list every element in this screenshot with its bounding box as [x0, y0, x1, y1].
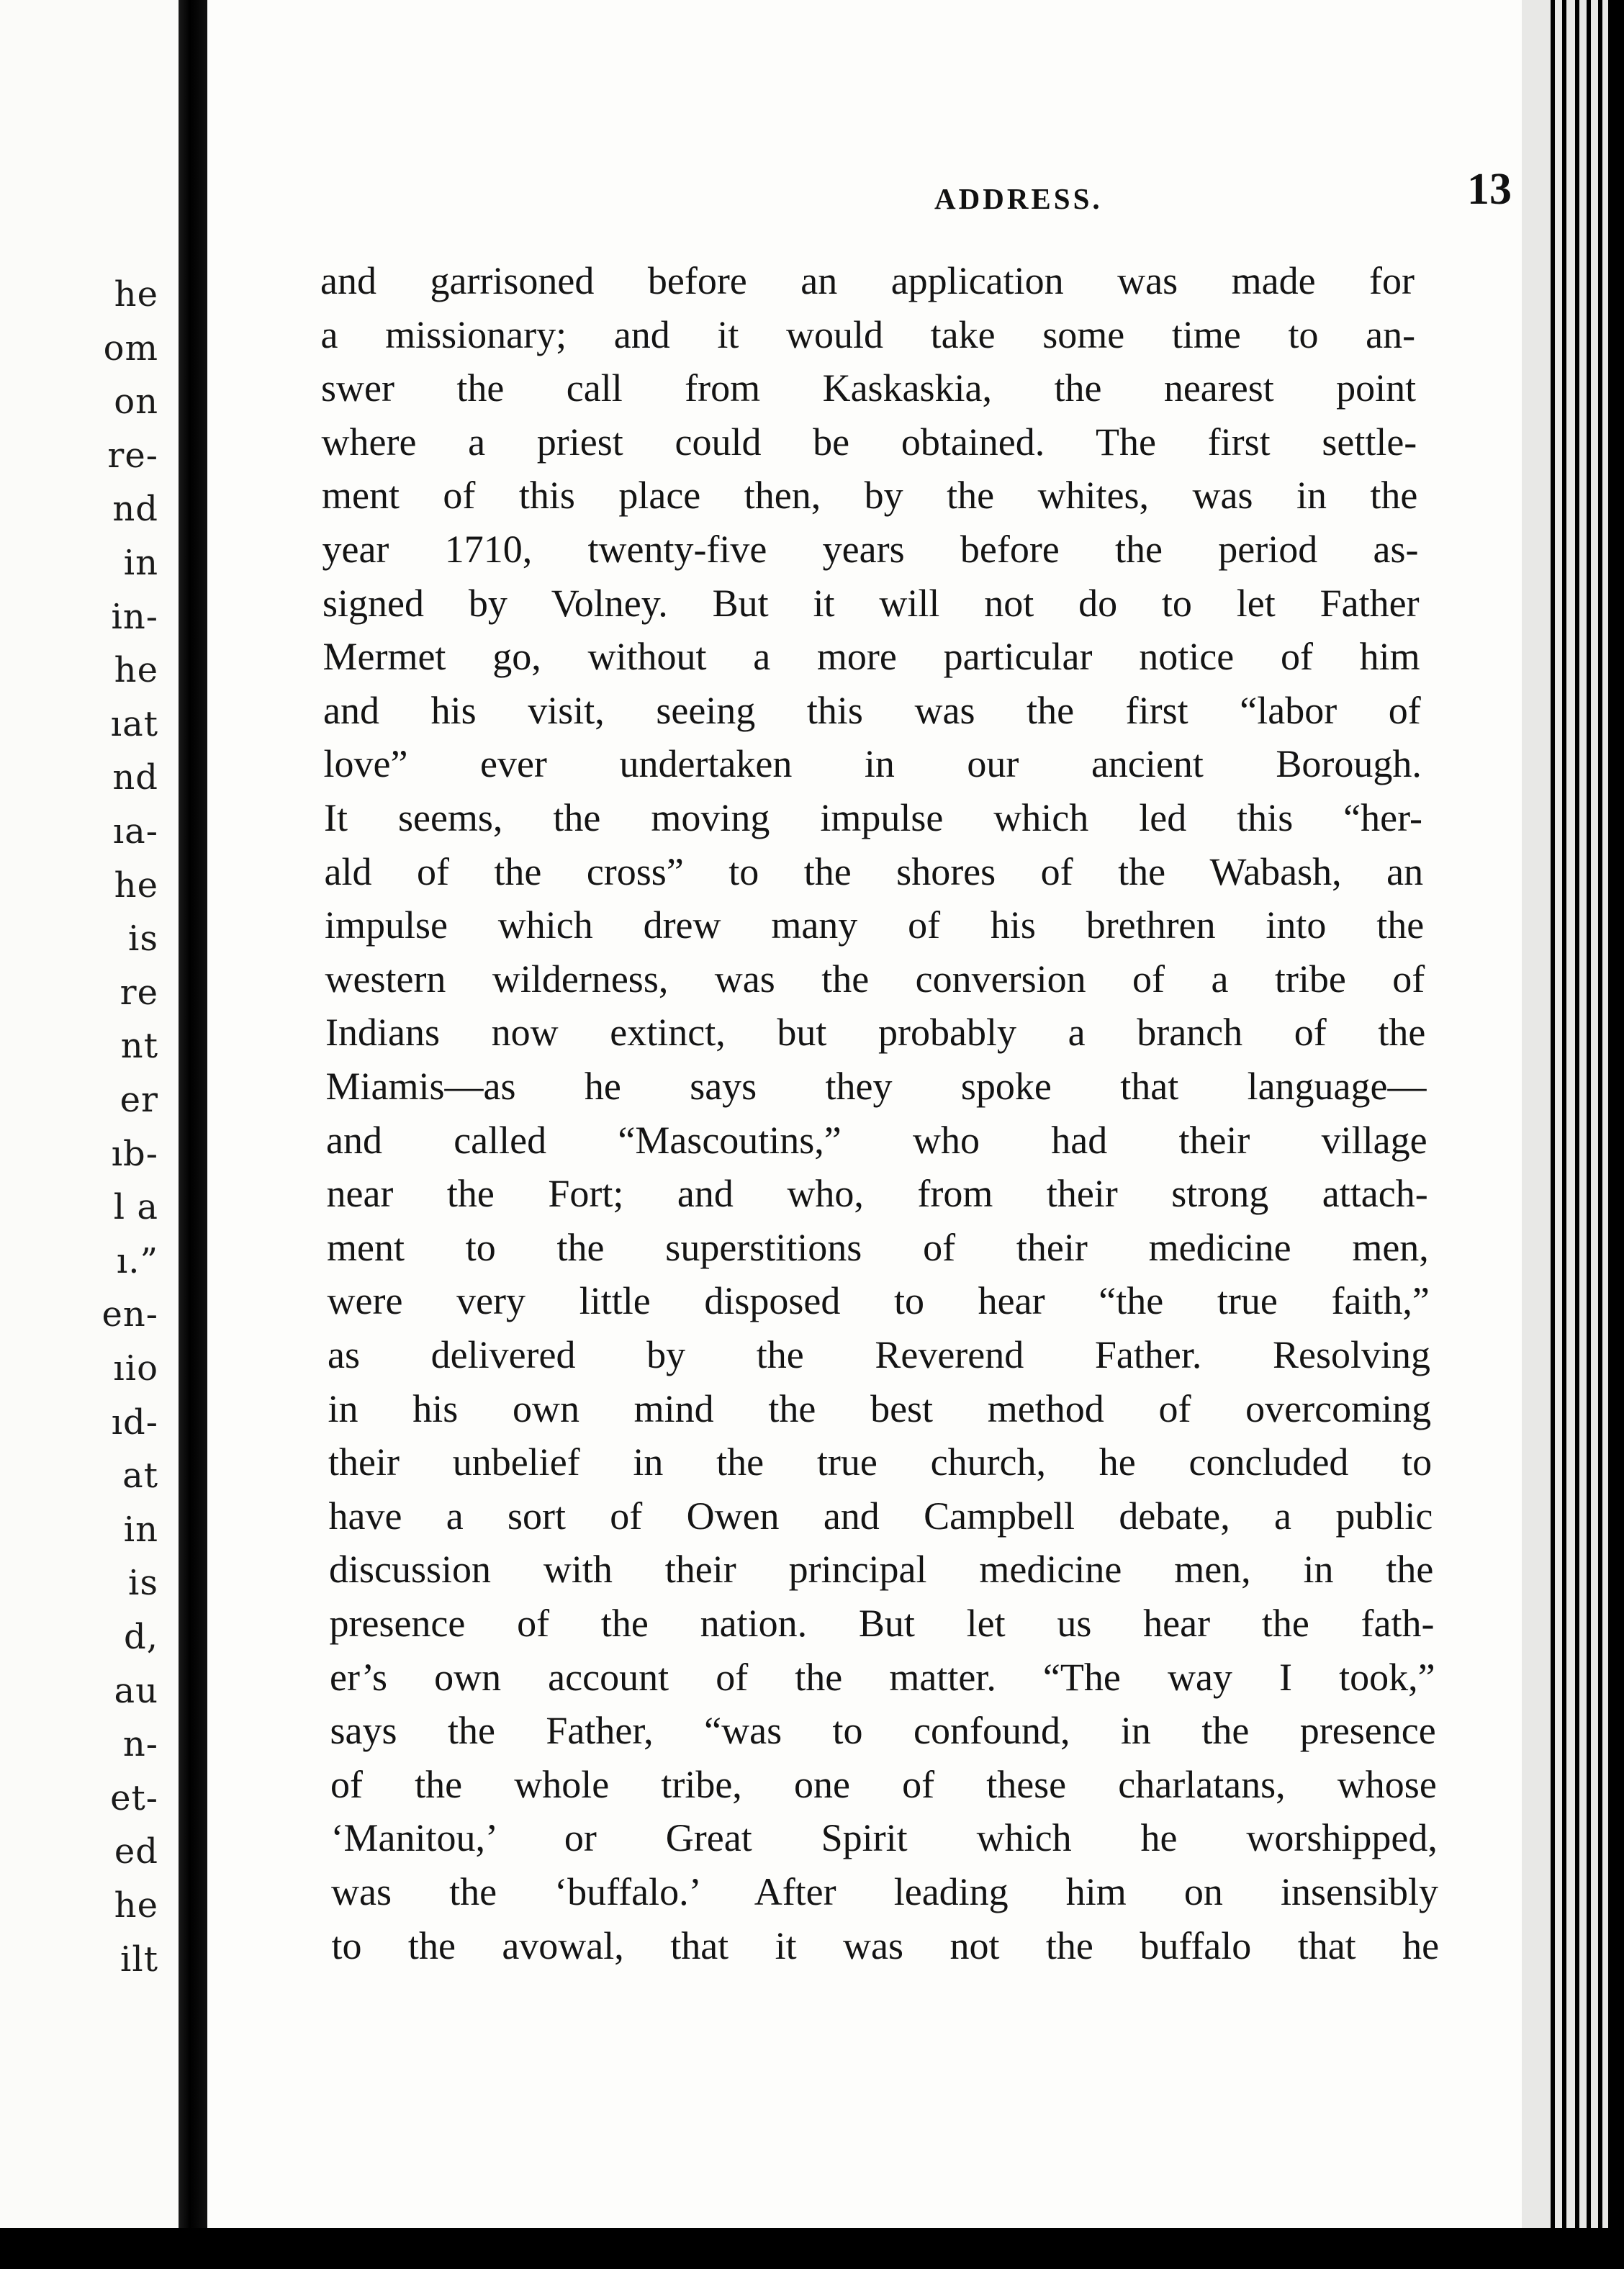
left-page-fragment: ed	[114, 1831, 158, 1872]
left-page-fragment: ıio	[113, 1348, 158, 1389]
book-gutter	[179, 0, 207, 2269]
text-line: It seems, the moving impulse which led this “her-	[324, 796, 1422, 839]
text-line: er’s own account of the matter. “The way I took,”	[330, 1655, 1435, 1699]
text-line: western wilderness, was the conversion of a tribe of	[325, 957, 1425, 1001]
left-page-fragment: au	[114, 1670, 158, 1711]
left-page-fragment: en-	[102, 1294, 158, 1335]
left-page-fragment: in	[123, 1509, 158, 1550]
text-line: impulse which drew many of his brethren into the	[325, 903, 1425, 947]
left-page-fragment: ilt	[120, 1939, 158, 1980]
text-line: signed by Volney. But it will not do to let Father	[322, 581, 1420, 625]
left-page-fragment: in-	[111, 596, 158, 637]
text-line: says the Father, “was to confound, in the presence	[330, 1709, 1436, 1753]
text-line: was the ‘buffalo.’ After leading him on insensibly	[331, 1870, 1438, 1913]
left-page-fragment: om	[103, 328, 158, 369]
scan-border	[0, 2228, 1624, 2269]
left-page-fragment: is	[128, 1563, 158, 1604]
left-page-fragment: in	[123, 543, 158, 583]
left-page-fragment: he	[114, 274, 158, 315]
page-number: 13	[1467, 165, 1512, 214]
left-page-fragment: on	[114, 382, 158, 423]
page-edge	[1522, 0, 1551, 2232]
left-page-fragment: nd	[112, 489, 158, 530]
left-page-fragment: d,	[124, 1617, 158, 1657]
page-edge	[1591, 0, 1598, 2232]
text-line: in his own mind the best method of overcoming	[328, 1386, 1432, 1430]
left-page-fragment: er	[119, 1080, 158, 1120]
left-page-fragment: re	[119, 972, 158, 1013]
main-page	[207, 0, 1522, 2228]
text-line: ment to the superstitions of their medicine men,	[327, 1225, 1429, 1269]
left-page-fragment: at	[122, 1456, 158, 1497]
left-page-fragment: he	[114, 865, 158, 906]
text-line: discussion with their principal medicine men, in the	[329, 1548, 1434, 1592]
left-page-fragment: ıa-	[112, 811, 158, 852]
left-page-fragment: ıb-	[111, 1133, 158, 1174]
page-edge	[1579, 0, 1587, 2232]
left-page-fragment: ıd-	[111, 1402, 158, 1443]
text-line: and his visit, seeing this was the first “labor of	[323, 688, 1421, 732]
text-line: Indians now extinct, but probably a branch of the	[325, 1011, 1426, 1055]
text-line: near the Fort; and who, from their strong attach-	[326, 1172, 1428, 1216]
text-line: and called “Mascoutins,” who had their village	[326, 1118, 1427, 1162]
left-page-fragment: re-	[107, 435, 158, 476]
text-line: a missionary; and it would take some time to an-	[320, 312, 1416, 356]
running-header: ADDRESS.	[934, 182, 1103, 215]
page-edge	[1602, 0, 1608, 2232]
text-line: to the avowal, that it was not the buffalo that he	[331, 1923, 1440, 1967]
text-line: ment of this place then, by the whites, was in the	[322, 474, 1418, 518]
text-line: love” ever undertaken in our ancient Borough.	[323, 742, 1422, 786]
left-page-fragment: ıat	[110, 703, 158, 744]
left-page-fragment: n-	[122, 1724, 158, 1765]
text-line: swer the call from Kaskaskia, the nearest point	[321, 366, 1417, 410]
text-line: their unbelief in the true church, he concluded to	[328, 1440, 1433, 1484]
text-line: as delivered by the Reverend Father. Resolving	[328, 1333, 1430, 1376]
left-page-fragment: he	[114, 650, 158, 691]
left-page-fragment: nd	[112, 757, 158, 798]
text-line: where a priest could be obtained. The first settle-	[321, 420, 1417, 464]
left-facing-page	[0, 0, 179, 2228]
text-line: have a sort of Owen and Campbell debate, a public	[328, 1494, 1433, 1538]
text-line: of the whole tribe, one of these charlatans, whose	[330, 1762, 1437, 1806]
text-line: were very little disposed to hear “the true faith,”	[327, 1279, 1430, 1323]
left-page-fragment: he	[114, 1885, 158, 1926]
page-edges	[1522, 0, 1624, 2269]
left-page-fragment: is	[128, 919, 158, 960]
text-line: presence of the nation. But let us hear the fath-	[329, 1602, 1435, 1645]
left-page-fragment: ı.”	[116, 1240, 158, 1281]
left-page-fragment: l a	[113, 1187, 158, 1228]
text-line: ‘Manitou,’ or Great Spirit which he worshipped,	[330, 1816, 1438, 1860]
text-line: ald of the cross” to the shores of the Wabash, an	[324, 849, 1424, 893]
left-page-fragment: nt	[120, 1026, 158, 1067]
text-line: year 1710, twenty-five years before the period as-	[322, 528, 1419, 571]
text-line: Mermet go, without a more particular notice of him	[322, 635, 1420, 679]
text-line: and garrisoned before an application was made for	[320, 259, 1415, 302]
left-page-fragment: et-	[110, 1777, 158, 1818]
page-edge	[1566, 0, 1575, 2232]
page-edge	[1555, 0, 1562, 2232]
text-line: Miamis—as he says they spoke that language—	[325, 1065, 1427, 1108]
